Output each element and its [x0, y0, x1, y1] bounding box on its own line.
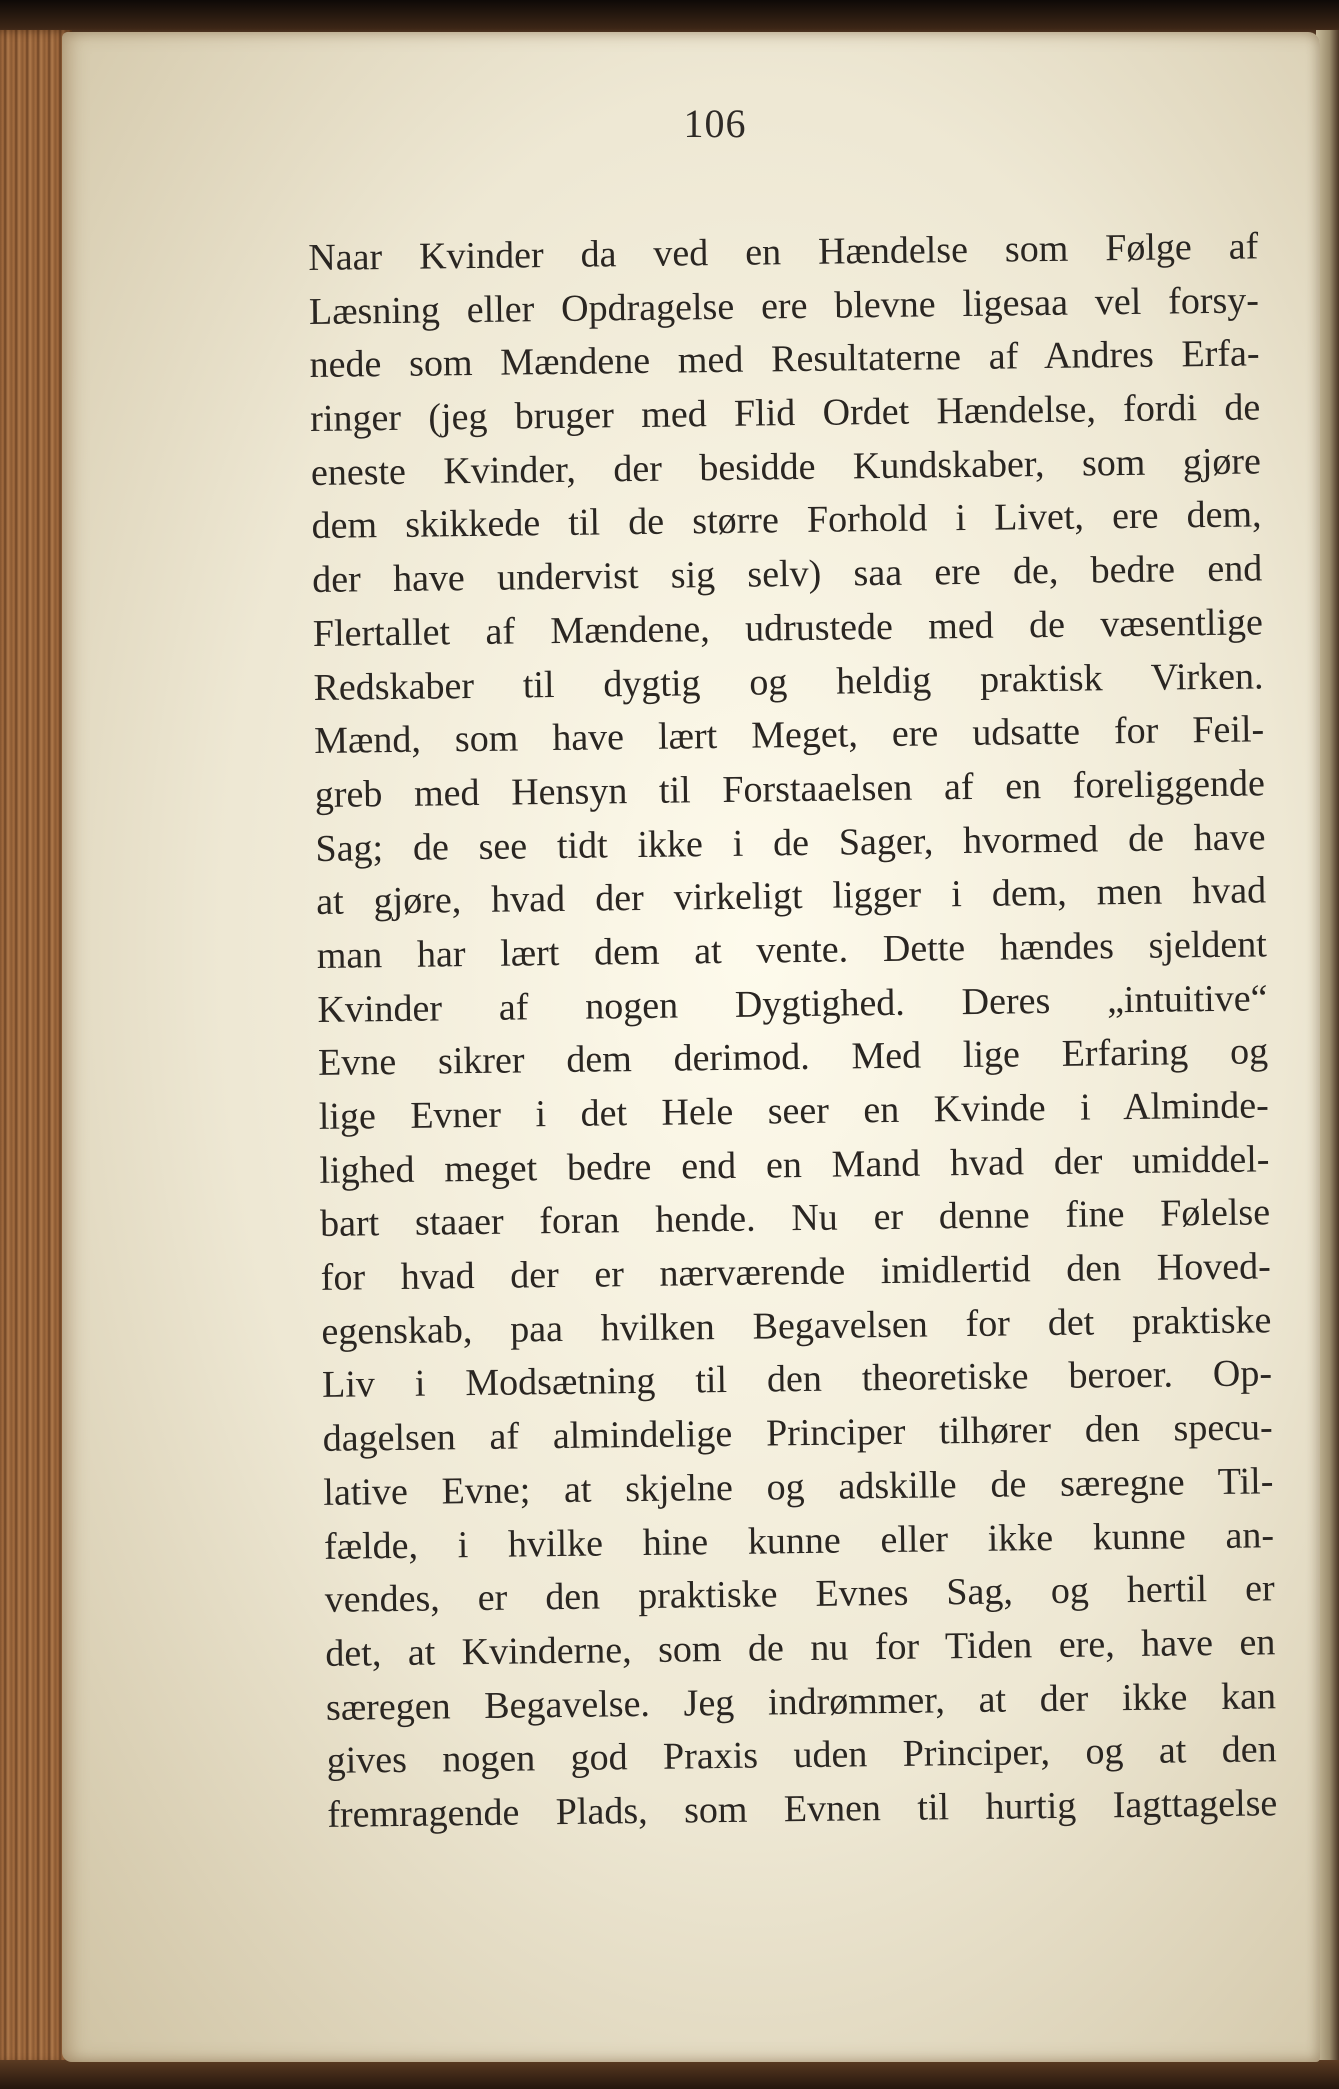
text-line: lige Evner i det Hele seer en Kvinde i Alminde- — [318, 1084, 1269, 1138]
text-line: Læsning eller Opdragelse ere blevne ligesaa vel forsy- — [308, 279, 1260, 333]
text-line: lighed meget bedre end en Mand hvad der umiddel- — [319, 1138, 1270, 1192]
text-line: lative Evne; at skjelne og adskille de særegne Til- — [323, 1460, 1274, 1514]
text-line: Liv i Modsætning til den theoretiske beroer. Op- — [321, 1352, 1273, 1407]
text-line: ringer (jeg bruger med Flid Ordet Hændelse, fordi de — [310, 386, 1261, 441]
book-bottom-binding — [0, 2060, 1339, 2089]
text-line: særegen Begavelse. Jeg indrømmer, at der ikke kan — [325, 1674, 1277, 1729]
text-line: Flertallet af Mændene, udrustede med de væsentlige — [312, 601, 1264, 655]
text-line: gives nogen god Praxis uden Principer, og at den — [326, 1728, 1277, 1783]
text-line: fremragende Plads, som Evnen til hurtig Iagttagelse — [327, 1782, 1278, 1836]
text-line: for hvad der er nærværende imidlertid den Hoved- — [320, 1245, 1271, 1299]
text-line: at gjøre, hvad der virkeligt ligger i dem, men hvad — [315, 869, 1267, 924]
text-line: egenskab, paa hvilken Begavelsen for det praktiske — [321, 1299, 1272, 1353]
page-number: 106 — [683, 101, 747, 146]
text-line: eneste Kvinder, der besidde Kundskaber, som gjøre — [310, 440, 1262, 494]
text-line: der have undervist sig selv) saa ere de, bedre end — [311, 547, 1263, 602]
text-line: dagelsen af almindelige Principer tilhører den specu- — [322, 1406, 1273, 1461]
text-line: greb med Hensyn til Forstaaelsen af en foreliggende — [314, 762, 1266, 816]
text-line: Mænd, som have lært Meget, ere udsatte for Feil- — [313, 708, 1265, 763]
body-text — [308, 220, 1278, 1842]
text-line: bart staaer foran hende. Nu er denne fine Følelse — [319, 1191, 1271, 1246]
text-line: Naar Kvinder da ved en Hændelse som Følge af — [308, 225, 1259, 279]
text-line: dem skikkede til de større Forhold i Livet, ere dem, — [311, 493, 1262, 548]
text-line: Sag; de see tidt ikke i de Sager, hvormed de have — [315, 815, 1266, 870]
text-line: det, at Kvinderne, som de nu for Tiden ere, have en — [325, 1621, 1276, 1675]
text-line: nede som Mændene med Resultaterne af Andres Erfa- — [309, 332, 1260, 387]
text-line: fælde, i hvilke hine kunne eller ikke kunne an- — [323, 1513, 1275, 1568]
text-line: Evne sikrer dem derimod. Med lige Erfaring og — [317, 1030, 1269, 1085]
text-line: vendes, er den praktiske Evnes Sag, og hertil er — [324, 1567, 1275, 1622]
text-line: man har lært dem at vente. Dette hændes sjeldent — [316, 923, 1268, 977]
text-line: Kvinder af nogen Dygtighed. Deres „intuitive“ — [317, 976, 1268, 1031]
text-line: Redskaber til dygtig og heldig praktisk Virken. — [313, 654, 1264, 709]
